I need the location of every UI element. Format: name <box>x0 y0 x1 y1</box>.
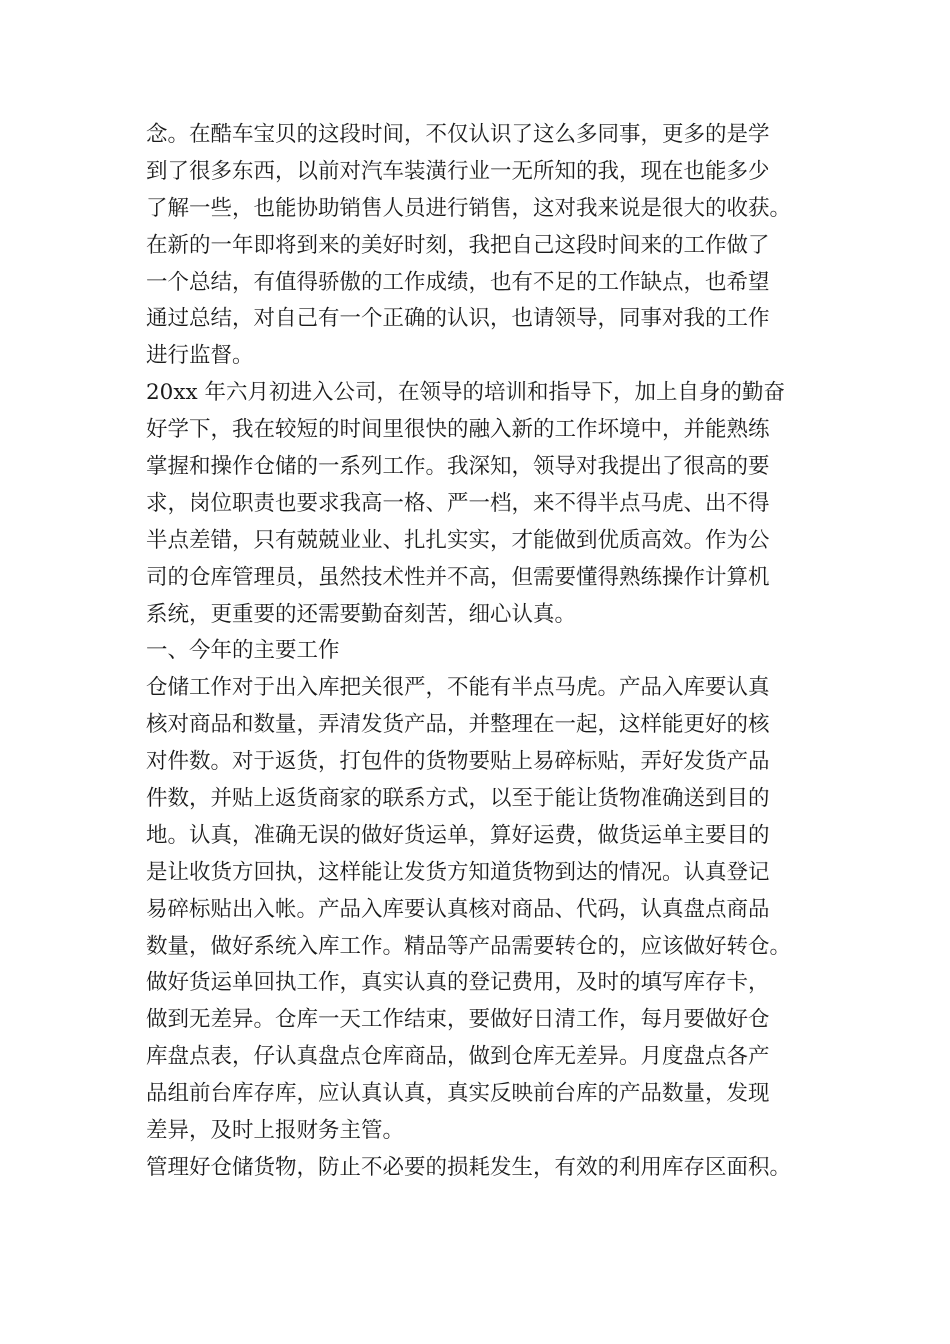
text-line: 20xx 年六月初进入公司，在领导的培训和指导下，加上自身的勤奋 <box>146 380 785 406</box>
text-line: 是让收货方回执，这样能让发货方知道货物到达的情况。认真登记 <box>146 859 770 885</box>
text-line: 差异，及时上报财务主管。 <box>146 1118 405 1144</box>
document-body-text <box>146 117 836 1187</box>
text-line: 管理好仓储货物，防止不必要的损耗发生，有效的利用库存区面积。 <box>146 1154 792 1180</box>
text-line: 在新的一年即将到来的美好时刻，我把自己这段时间来的工作做了 <box>146 232 770 258</box>
text-line: 了解一些，也能协助销售人员进行销售，这对我来说是很大的收获。 <box>146 195 792 221</box>
text-line: 仓储工作对于出入库把关很严，不能有半点马虎。产品入库要认真 <box>146 675 770 701</box>
text-line: 地。认真，准确无误的做好货运单，算好运费，做货运单主要目的 <box>146 822 770 848</box>
text-line: 品组前台库存库，应认真认真，真实反映前台库的产品数量，发现 <box>146 1081 770 1107</box>
text-line: 到了很多东西，以前对汽车装潢行业一无所知的我，现在也能多少 <box>146 158 770 184</box>
text-line: 系统，更重要的还需要勤奋刻苦，细心认真。 <box>146 601 577 627</box>
text-line: 核对商品和数量，弄清发货产品，并整理在一起，这样能更好的核 <box>146 712 770 738</box>
text-line: 做好货运单回执工作，真实认真的登记费用，及时的填写库存卡， <box>146 970 770 996</box>
text-line: 好学下，我在较短的时间里很快的融入新的工作坏境中，并能熟练 <box>146 417 770 443</box>
text-line: 一个总结，有值得骄傲的工作成绩，也有不足的工作缺点，也希望 <box>146 269 770 295</box>
text-line: 做到无差异。仓库一天工作结束，要做好日清工作，每月要做好仓 <box>146 1007 770 1033</box>
text-line: 易碎标贴出入帐。产品入库要认真核对商品、代码，认真盘点商品 <box>146 896 770 922</box>
text-line: 数量，做好系统入库工作。精品等产品需要转仓的，应该做好转仓。 <box>146 933 792 959</box>
text-line: 念。在酷车宝贝的这段时间，不仅认识了这么多同事，更多的是学 <box>146 122 770 147</box>
text-line: 对件数。对于返货，打包件的货物要贴上易碎标贴，弄好发货产品 <box>146 749 770 775</box>
text-line: 库盘点表，仔认真盘点仓库商品，做到仓库无差异。月度盘点各产 <box>146 1044 770 1070</box>
text-line: 求，岗位职责也要求我高一格、严一档，来不得半点马虎、出不得 <box>146 490 770 516</box>
text-line: 进行监督。 <box>146 343 254 369</box>
text-line: 件数，并贴上返货商家的联系方式，以至于能让货物准确送到目的 <box>146 786 770 812</box>
text-line: 半点差错，只有兢兢业业、扎扎实实，才能做到优质高效。作为公 <box>146 527 770 553</box>
text-line: 司的仓库管理员，虽然技术性并不高，但需要懂得熟练操作计算机 <box>146 564 770 590</box>
section-heading: 一、今年的主要工作 <box>146 638 340 664</box>
text-line: 通过总结，对自己有一个正确的认识，也请领导，同事对我的工作 <box>146 306 770 332</box>
text-line: 掌握和操作仓储的一系列工作。我深知，领导对我提出了很高的要 <box>146 454 770 480</box>
